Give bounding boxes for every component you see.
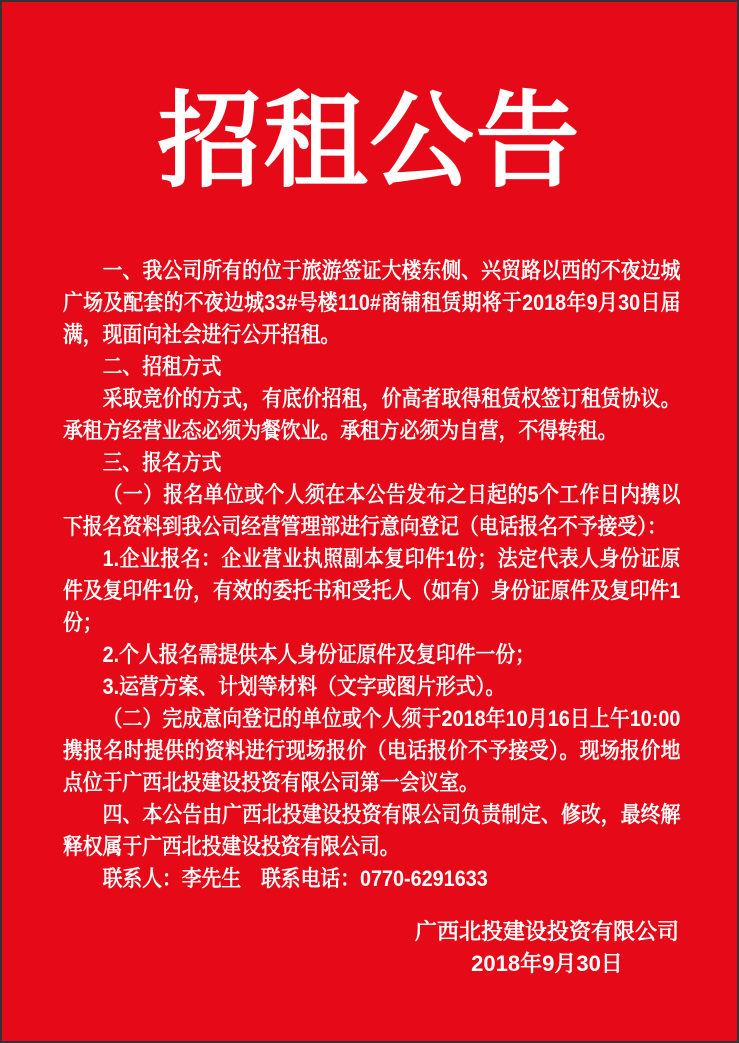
enterprise-registration-item: 1.企业报名：企业营业执照副本复印件1份；法定代表人身份证原件及复印件1份，有效的委托书和受托人（如有）身份证原件及复印件1份； <box>63 546 681 636</box>
signature-company-name: 广西北投建设投资有限公司 <box>414 919 679 944</box>
poster-title: 招租公告 <box>157 85 582 200</box>
signature-date: 2018年9月30日 <box>471 951 623 976</box>
section-registration-heading: 三、报名方式 <box>102 450 222 476</box>
rental-method-paragraph: 采取竞价的方式，有底价招租，价高者取得租赁权签订租赁协议。承租方经营业态必须为餐饮业。承租方必须为自营，不得转租。 <box>63 386 681 444</box>
section-rental-method-heading: 二、招租方式 <box>102 354 222 380</box>
contact-line: 联系人：李先生 联系电话：0770-6291633 <box>102 866 488 892</box>
announcement-body <box>63 255 680 895</box>
signature-block <box>415 916 679 980</box>
individual-registration-item: 2.个人报名需提供本人身份证原件及复印件一份； <box>102 642 535 668</box>
materials-item: 3.运营方案、计划等材料（文字或图片形式）。 <box>102 674 506 700</box>
onsite-bidding-paragraph: （二）完成意向登记的单位或个人须于2018年10月16日上午10:00携报名时提供的资料进行现场报价（电话报价不予接受）。现场报价地点位于广西北投建设投资有限公司第一会议室。 <box>63 706 681 796</box>
interpretation-rights-paragraph: 四、本公告由广西北投建设投资有限公司负责制定、修改，最终解释权属于广西北投建设投资有限公司。 <box>63 802 681 860</box>
intro-paragraph: 一、我公司所有的位于旅游签证大楼东侧、兴贸路以西的不夜边城广场及配套的不夜边城33#号楼110#商铺租赁期将于2018年9月30日届满，现面向社会进行公开招租。 <box>63 258 681 348</box>
registration-intro-paragraph: （一）报名单位或个人须在本公告发布之日起的5个工作日内携以下报名资料到我公司经营管理部进行意向登记（电话报名不予接受）： <box>63 482 681 540</box>
